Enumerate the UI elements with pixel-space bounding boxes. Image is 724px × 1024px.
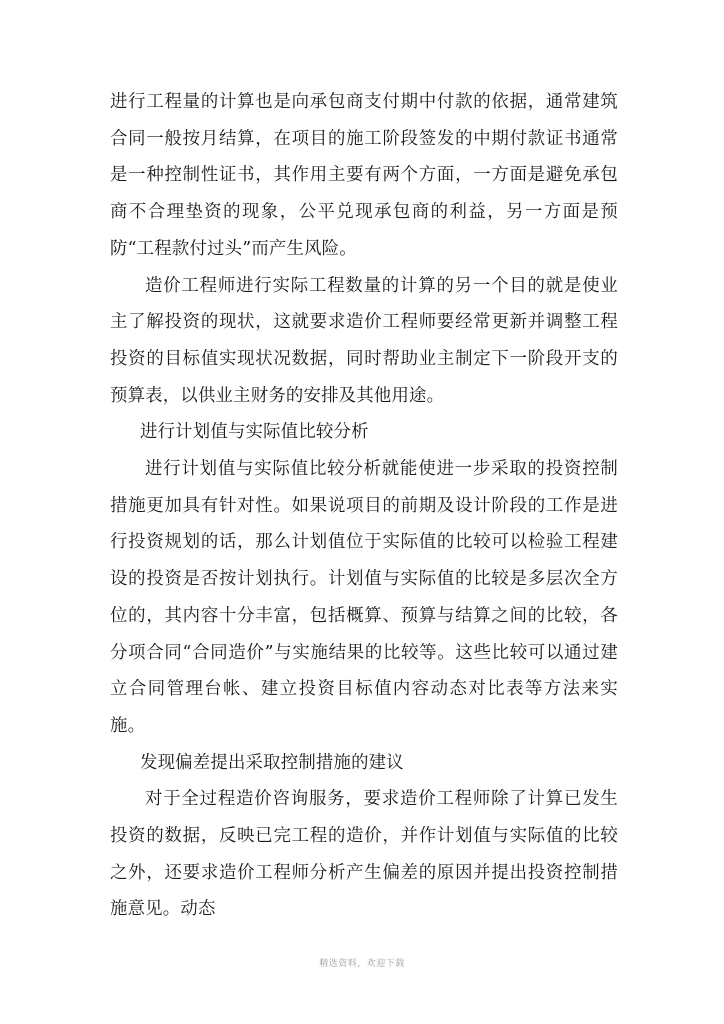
section-heading-comparison: 进行计划值与实际值比较分析 bbox=[140, 422, 369, 443]
document-body bbox=[110, 84, 618, 928]
page-footer: 精选资料，欢迎下载 bbox=[319, 959, 405, 969]
paragraph-progress-payment: 进行工程量的计算也是向承包商支付期中付款的依据，通常建筑合同一般按月结算，在项目的施工阶段签发的中期付款证书通常是一种控制性证书，其作用主要有两个方面，一方面是避免承包商不合理垫资的现象，公平兑现承包商的利益，另一方面是预防“工程款付过头”而产生风险。 bbox=[110, 92, 618, 259]
paragraph-comparison-analysis: 进行计划值与实际值比较分析就能使进一步采取的投资控制措施更加具有针对性。如果说项目的前期及设计阶段的工作是进行投资规划的话，那么计划值位于实际值的比较可以检验工程建设的投资是否按计划执行。计划值与实际值的比较是多层次全方位的，其内容十分丰富，包括概算、预算与结算之间的比较，各分项合同“合同造价”与实施结果的比较等。这些比较可以通过建立合同管理台帐、建立投资目标值内容动态对比表等方法来实施。 bbox=[110, 459, 618, 736]
section-heading-deviation: 发现偏差提出采取控制措施的建议 bbox=[140, 752, 404, 773]
paragraph-deviation-measures: 对于全过程造价咨询服务，要求造价工程师除了计算已发生投资的数据，反映已完工程的造价，并作计划值与实际值的比较之外，还要求造价工程师分析产生偏差的原因并提出投资控制措施意见。动态 bbox=[110, 789, 618, 920]
paragraph-investment-status: 造价工程师进行实际工程数量的计算的另一个目的就是使业主了解投资的现状，这就要求造价工程师要经常更新并调整工程投资的目标值实现状况数据，同时帮助业主制定下一阶段开支的预算表，以供业主财务的安排及其他用途。 bbox=[110, 275, 618, 406]
